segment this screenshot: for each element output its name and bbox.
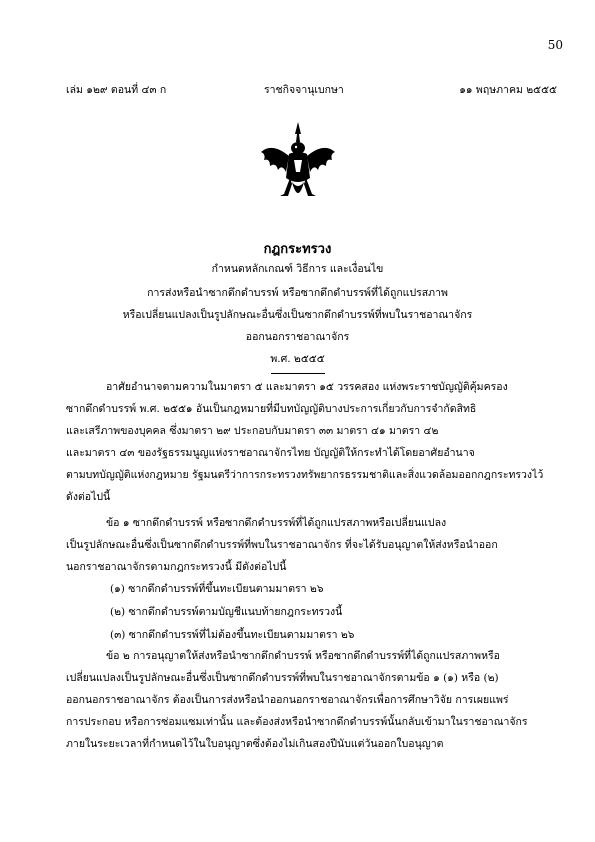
preamble-line: และเสรีภาพของบุคคล ซึ่งมาตรา ๒๙ ประกอบกับมาตรา ๓๓ มาตรา ๔๑ มาตรา ๔๒ <box>66 425 439 437</box>
clause-1-line: นอกราชอาณาจักรตามกฎกระทรวงนี้ มีดังต่อไปนี้ <box>66 561 287 573</box>
subtitle-line-1: กำหนดหลักเกณฑ์ วิธีการ และเงื่อนไข <box>211 263 384 275</box>
clause-1 <box>66 512 558 578</box>
clause-2-line: เปลี่ยนแปลงเป็นรูปลักษณะอื่นซึ่งเป็นซากดึกดำบรรพ์ที่พบในราชอาณาจักรตามข้อ ๑ (๑) หรือ (๒) <box>66 672 499 684</box>
clause-2-line: ออกนอกราชอาณาจักร ต้องเป็นการส่งหรือนำออกนอกราชอาณาจักรเพื่อการศึกษาวิจัย การเผยแพร่ <box>66 694 509 706</box>
preamble-line: และมาตรา ๔๓ ของรัฐธรรมนูญแห่งราชอาณาจักรไทย บัญญัติให้กระทำได้โดยอาศัยอำนาจ <box>66 447 475 459</box>
header-date: ๑๑ พฤษภาคม ๒๕๕๕ <box>459 84 557 96</box>
preamble-line: ซากดึกดำบรรพ์ พ.ศ. ๒๕๕๑ อันเป็นกฎหมายที่มีบทบัญญัติบางประการเกี่ยวกับการจำกัดสิทธิ <box>66 403 477 415</box>
clause-1-item-3: (๓) ซากดึกดำบรรพ์ที่ไม่ต้องขึ้นทะเบียนตามมาตรา ๒๖ <box>110 629 355 641</box>
clause-2 <box>66 645 558 755</box>
clause-1-item-1: (๑) ซากดึกดำบรรพ์ที่ขึ้นทะเบียนตามมาตรา ๒๖ <box>110 583 324 595</box>
preamble-paragraph <box>66 376 558 508</box>
preamble-line: ดังต่อไปนี้ <box>66 491 111 503</box>
clause-2-line: ข้อ ๒ การอนุญาตให้ส่งหรือนำซากดึกดำบรรพ์ หรือซากดึกดำบรรพ์ที่ได้ถูกแปรสภาพหรือ <box>106 650 500 662</box>
subtitle-line-2: การส่งหรือนำซากดึกดำบรรพ์ หรือซากดึกดำบรรพ์ที่ได้ถูกแปรสภาพ <box>147 287 448 299</box>
document-title: กฎกระทรวง <box>263 242 332 257</box>
garuda-emblem-icon <box>258 120 338 208</box>
clause-1-line: เป็นรูปลักษณะอื่นซึ่งเป็นซากดึกดำบรรพ์ที่พบในราชอาณาจักร ที่จะได้รับอนุญาตให้ส่งหรือนำออก <box>66 539 498 551</box>
preamble-line: ตามบทบัญญัติแห่งกฎหมาย รัฐมนตรีว่าการกระทรวงทรัพยากรธรรมชาติและสิ่งแวดล้อมออกกฎกระทรวงไว้ <box>66 469 544 481</box>
clause-1-line: ข้อ ๑ ซากดึกดำบรรพ์ หรือซากดึกดำบรรพ์ที่ได้ถูกแปรสภาพหรือเปลี่ยนแปลง <box>106 517 447 529</box>
clause-1-item-2: (๒) ซากดึกดำบรรพ์ตามบัญชีแนบท้ายกฎกระทรวงนี้ <box>110 606 343 618</box>
subtitle-line-4: ออกนอกราชอาณาจักร <box>245 331 350 343</box>
document-year: พ.ศ. ๒๕๕๕ <box>270 353 325 365</box>
subtitle-line-3: หรือเปลี่ยนแปลงเป็นรูปลักษณะอื่นซึ่งเป็นซากดึกดำบรรพ์ที่พบในราชอาณาจักร <box>122 309 473 321</box>
page-number: 50 <box>547 38 563 52</box>
gazette-header <box>66 81 557 95</box>
title-divider <box>271 373 325 374</box>
clause-2-line: การประกอบ หรือการซ่อมแซมเท่านั้น และต้องส่งหรือนำซากดึกดำบรรพ์นั้นกลับเข้ามาในราชอาณาจักร <box>66 716 528 728</box>
header-volume: เล่ม ๑๒๙ ตอนที่ ๔๓ ก <box>66 84 167 96</box>
clause-2-line: ภายในระยะเวลาที่กำหนดไว้ในใบอนุญาตซึ่งต้องไม่เกินสองปีนับแต่วันออกใบอนุญาต <box>66 738 444 750</box>
preamble-line: อาศัยอำนาจตามความในมาตรา ๕ และมาตรา ๑๕ วรรคสอง แห่งพระราชบัญญัติคุ้มครอง <box>106 381 508 393</box>
header-gazette-name: ราชกิจจานุเบกษา <box>264 84 344 96</box>
